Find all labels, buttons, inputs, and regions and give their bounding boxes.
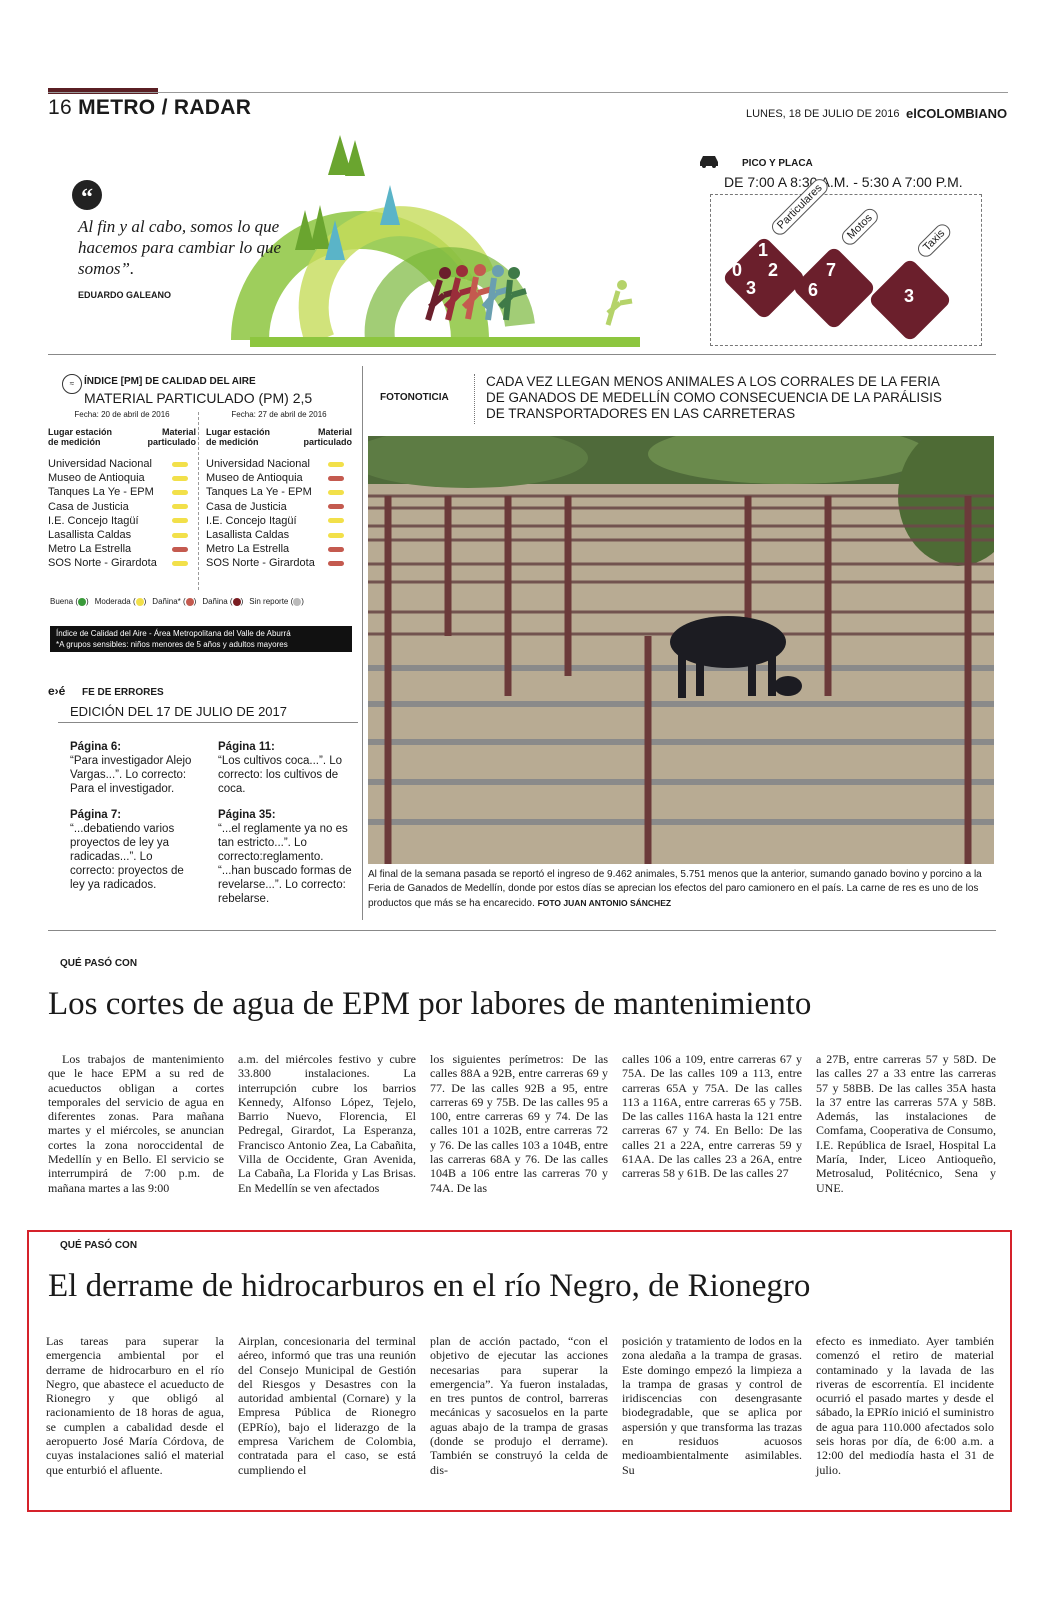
station-row <box>206 500 352 514</box>
article2-kicker: QUÉ PASÓ CON <box>60 1240 138 1251</box>
photo-credit: FOTO JUAN ANTONIO SÁNCHEZ <box>537 898 672 908</box>
station-row <box>48 556 196 570</box>
errata-text: “...el reglamente ya no es tan estricto...”. Lo correcto:reglamento. “...han buscado formas de revelarse...”. Lo correcto: rebelarse. <box>218 823 352 905</box>
station-name: Metro La Estrella <box>206 543 290 556</box>
pm-level-indicator <box>328 476 344 481</box>
key-digit: 2 <box>768 260 779 280</box>
article1-headline: Los cortes de agua de EPM por labores de mantenimiento <box>48 986 812 1022</box>
fotonoticia-label: FOTONOTICIA <box>380 392 449 403</box>
pm-level-indicator <box>328 504 344 509</box>
header-accent-bar <box>48 88 158 94</box>
legend-paren: ) <box>301 597 304 606</box>
quote-author: EDUARDO GALEANO <box>78 290 172 300</box>
section-divider <box>48 930 996 931</box>
errata-page: Página 35: <box>218 809 276 821</box>
air-quality-legend <box>50 597 310 606</box>
section-name: METRO <box>78 96 156 119</box>
header-rule <box>48 92 1008 93</box>
station-row <box>48 500 196 514</box>
key-motos <box>792 211 876 330</box>
station-name: Tanques La Ye - EPM <box>206 486 312 499</box>
legend-item <box>249 597 304 606</box>
subsection-name: RADAR <box>173 96 252 119</box>
station-row <box>48 471 196 485</box>
quote-mark-icon: “ <box>72 180 102 210</box>
station-name: Universidad Nacional <box>48 458 152 470</box>
errata-subtitle: EDICIÓN DEL 17 DE JULIO DE 2017 <box>70 704 287 719</box>
key-taxis <box>868 227 952 342</box>
key-digit: 6 <box>808 280 819 300</box>
station-row <box>206 471 352 485</box>
station-row <box>206 514 352 528</box>
errata-col-left <box>70 740 192 892</box>
station-name: Metro La Estrella <box>48 543 132 556</box>
note-line: *A grupos sensibles: niños menores de 5 años y adultos mayores <box>56 640 288 649</box>
key-digit: 1 <box>758 240 769 260</box>
col-header-material: Material particulado <box>303 427 352 447</box>
air-quality-subtitle: MATERIAL PARTICULADO (PM) 2,5 <box>84 390 313 406</box>
car-icon <box>698 152 720 168</box>
air-quality-table-1 <box>48 410 196 571</box>
station-name: Museo de Antioquia <box>48 472 145 485</box>
legend-paren: ) <box>193 597 197 606</box>
legend-paren: ) <box>86 597 89 606</box>
article1-col-3: los siguientes perímetros: De las calles 88A a 92B, entre carreras 69 y 77. De las calles 92B a 95, entre carreras 69 y 75B. De las calles 95 a 100, entre carreras 69 y 74. De las calles 101 a 102B, entre carreras 72 y 76. De las calles 103 a 104B, entre las carreras 68A y 76. De las calles 104B a 106 entre las carreras 70 y 74A. De las <box>430 1052 608 1195</box>
pm-level-indicator <box>172 561 188 566</box>
station-name: SOS Norte - Girardota <box>206 557 315 570</box>
errata-rule <box>58 722 358 723</box>
legend-label: Buena ( <box>50 597 79 606</box>
station-row <box>48 542 196 556</box>
caption-text: Al final de la semana pasada se reportó el ingreso de 9.462 animales, 5.751 menos que la anterior, sumando ganado bovino y porcino a la Feria de Ganados de Medellín, donde por estos días se aprecian los efectos del paro camionero en el país. La carne de res es uno de los productos que más se ha encarecido. <box>368 869 982 909</box>
station-name: Casa de Justicia <box>48 500 129 513</box>
station-row <box>48 457 196 471</box>
pm-level-indicator <box>172 547 188 552</box>
legend-swatch <box>233 598 241 606</box>
station-list <box>206 457 352 571</box>
article1-col-2: a.m. del miércoles festivo y cubre 33.800 instalaciones. La interrupción cubre los barrios Kennedy, Alfonso López, Tejelo, Barrio Nuevo, Florencia, El Pedregal, Girardot, La Esperanza, Francisco Antonio Zea, La Cabañita, Villa de Occidente, Gran Avenida, La Cabaña, La Florida y Las Brisas. En Medellín se ven afectados <box>238 1052 416 1195</box>
legend-item <box>152 597 196 606</box>
pm-level-indicator <box>328 547 344 552</box>
note-line: Índice de Calidad del Aire - Área Metropolitana del Valle de Aburrá <box>56 629 291 638</box>
key-shape <box>792 246 877 331</box>
legend-item <box>202 597 243 606</box>
errata-page: Página 6: <box>70 741 122 753</box>
station-name: Casa de Justicia <box>206 500 287 513</box>
key-digit: 3 <box>746 278 757 298</box>
article2-col-2: Airplan, concesionaria del terminal aéreo, informó que tras una reunión del Consejo Municipal de Gestión del Riesgos y Desastres con la autoridad ambiental (Cornare) y la Empresa Pública de Rionegro (EPRío), bajo el liderazgo de la empresa Varichem de Colombia, contratada para el caso, se está cumpliendo el <box>238 1334 416 1477</box>
pm-level-indicator <box>328 462 344 467</box>
station-name: I.E. Concejo Itagüí <box>48 514 139 527</box>
errata-page: Página 7: <box>70 809 122 821</box>
col-header-material: Material particulado <box>147 427 196 447</box>
pm-level-indicator <box>172 476 188 481</box>
station-row <box>206 457 352 471</box>
pm-level-indicator <box>328 561 344 566</box>
pm-level-indicator <box>328 518 344 523</box>
article2-headline: El derrame de hidrocarburos en el río Negro, de Rionegro <box>48 1268 811 1304</box>
legend-label: Moderada ( <box>94 597 136 606</box>
station-name: SOS Norte - Girardota <box>48 557 157 570</box>
legend-swatch <box>136 598 144 606</box>
errata-text: “Para investigador Alejo Vargas...”. Lo correcto: Para el investigador. <box>70 755 192 795</box>
pm-level-indicator <box>172 504 188 509</box>
issue-date: LUNES, 18 DE JULIO DE 2016 <box>746 108 900 120</box>
article1-col-4: calles 106 a 109, entre carreras 67 y 75A. De las calles 109 a 113, entre carreras 65A y 75A. De las calles 113 a 116A, entre carreras 65 y 75B. De las calles 116A hasta la 121 entre carreras 67 y 74. En Bello: De las calles 21 a 22A, entre carreras 59 y 61AA. De las calles 23 a 26A, entre carreras 58 y 61B. De las calles 27 <box>622 1052 802 1181</box>
air-quality-title: ÍNDICE [PM] DE CALIDAD DEL AIRE <box>84 376 256 387</box>
article1-kicker: QUÉ PASÓ CON <box>60 958 138 969</box>
legend-label: Dañina ( <box>202 597 233 606</box>
key-digit: 7 <box>826 260 837 280</box>
article2-col-4: posición y tratamiento de lodos en la zona aledaña a la trampa de grasas. Este domingo empezó la limpieza a la trampa de grasas y control de iridiscencias con desengrasante biodegradable, que se aplica por aspersión y que transforma las trazas en residuos acuosos medioambientalmente asimilables. Su <box>622 1334 802 1477</box>
station-name: I.E. Concejo Itagüí <box>206 514 297 527</box>
col-header-station: Lugar estación de medición <box>206 427 271 447</box>
air-quality-icon: ≈ <box>62 374 82 394</box>
pm-level-indicator <box>172 533 188 538</box>
pm-level-indicator <box>328 490 344 495</box>
key-label: Motos <box>839 206 881 248</box>
station-name: Lasallista Caldas <box>48 529 132 542</box>
cattle-pen-photo <box>368 436 994 864</box>
article2-col-1: Las tareas para superar la emergencia ambiental por el derrame de hidrocarburo en el río Negro, que abastece el acueducto de Rionegro y que obligó al racionamiento de 18 horas de agua, se cumplen a cabalidad desde el aeropuerto José María Córdova, de cuyas instalaciones salió el material que enturbió el afluente. <box>46 1334 224 1477</box>
station-row <box>206 556 352 570</box>
errata-title: FE DE ERRORES <box>82 687 164 698</box>
station-row <box>206 542 352 556</box>
article1-col-1: Los trabajos de mantenimiento que le hace EPM a su red de acueductos obligan a cortes temporales del servicio de agua en diferentes zonas. Para mañana martes y el miércoles, se anuncian cortes la zona noroccidental de Medellín y en Bello. El servicio se interrumpirá de 7:00 p.m. de mañana martes a las 9:00 <box>48 1052 224 1195</box>
fotonoticia-divider <box>474 374 476 424</box>
pico-placa-title: PICO Y PLACA <box>742 158 813 169</box>
legend-item <box>50 597 89 606</box>
page-folio <box>48 96 251 120</box>
legend-label: Dañina* ( <box>152 597 186 606</box>
legend-paren: ) <box>143 597 147 606</box>
legend-item <box>95 597 147 606</box>
pm-level-indicator <box>172 462 188 467</box>
column-divider <box>362 366 363 920</box>
pm-level-indicator <box>328 533 344 538</box>
legend-paren: ) <box>240 597 244 606</box>
photo-caption <box>368 868 994 911</box>
table-divider <box>198 412 200 590</box>
air-quality-note <box>50 626 352 652</box>
station-row <box>48 528 196 542</box>
col-header-station: Lugar estación de medición <box>48 427 113 447</box>
station-row <box>48 514 196 528</box>
errata-col-right <box>218 740 352 906</box>
station-name: Tanques La Ye - EPM <box>48 486 154 499</box>
pico-placa-hours: DE 7:00 A 8:30 A.M. - 5:30 A 7:00 P.M. <box>724 174 963 190</box>
article2-col-5: efecto es inmediato. Ayer también comenzó el retiro de material contaminado y la lavada de las riveras de escorrentía. El incidente ocurrió el pasado martes y desde el sábado, la EPRío inició el suministro de agua para 110.000 afectados solo seis horas por día, de 6:00 a.m. a 12:00 del mediodía hasta el 31 de julio. <box>816 1334 994 1477</box>
errata-text: “...debatiendo varios proyectos de ley ya radicadas...”. Lo correcto: proyectos de ley ya radicados. <box>70 823 184 891</box>
errata-icon: e›é <box>48 684 66 698</box>
key-digit: 3 <box>904 286 915 306</box>
key-label: Taxis <box>915 221 954 260</box>
legend-swatch <box>186 598 194 606</box>
errata-text: “Los cultivos coca...”. Lo correcto: los cultivos de coca. <box>218 755 342 795</box>
errata-page: Página 11: <box>218 741 275 753</box>
article2-col-3: plan de acción pactado, “con el objetivo de ejecutar las acciones necesarias para superar la emergencia”. Ya fueron instaladas, en tres puntos de control, barreras mecánicas y sacosuelos en la parte aguas abajo de la trampa de grasas (donde se produjo el derrame). También se construyó la celda de dis- <box>430 1334 608 1477</box>
article1-col-5: a 27B, entre carreras 57 y 58D. De las calles 27 a 33 entre las carreras 57 y 58BB. De las calles 35A hasta la 37 entre las carreras 57A y 58B. Además, las instalaciones de Comfama, Cooperativa de Consumo, I.E. República de Israel, Hospital La María, Inder, Liceo Antioqueño, Metrosalud, Politécnico, Sena y UNE. <box>816 1052 996 1195</box>
fotonoticia-headline: CADA VEZ LLEGAN MENOS ANIMALES A LOS CORRALES DE LA FERIA DE GANADOS DE MEDELLÍN COMO CONSECUENCIA DE LA PARÁLISIS DE TRANSPORTADORES EN LAS CARRETERAS <box>486 374 942 421</box>
table-date: Fecha: 27 de abril de 2016 <box>231 410 327 419</box>
station-name: Universidad Nacional <box>206 458 310 470</box>
section-separator: / <box>161 96 168 119</box>
station-name: Lasallista Caldas <box>206 529 290 542</box>
legend-label: Sin reporte ( <box>249 597 294 606</box>
section-divider <box>48 354 996 355</box>
station-list <box>48 457 196 571</box>
legend-swatch <box>78 598 86 606</box>
pm-level-indicator <box>172 518 188 523</box>
station-row <box>206 485 352 499</box>
air-quality-table-2 <box>206 410 352 571</box>
pm-level-indicator <box>172 490 188 495</box>
newspaper-brand: elCOLOMBIANO <box>906 106 1008 121</box>
key-digit: 0 <box>732 260 743 280</box>
station-row <box>206 528 352 542</box>
station-name: Museo de Antioquia <box>206 472 303 485</box>
table-date: Fecha: 20 de abril de 2016 <box>74 410 170 419</box>
page-number: 16 <box>48 96 72 119</box>
key-label: Particulares <box>769 176 831 238</box>
quote-text: Al fin y al cabo, somos lo que hacemos para cambiar lo que somos”. <box>78 217 282 278</box>
station-row <box>48 485 196 499</box>
